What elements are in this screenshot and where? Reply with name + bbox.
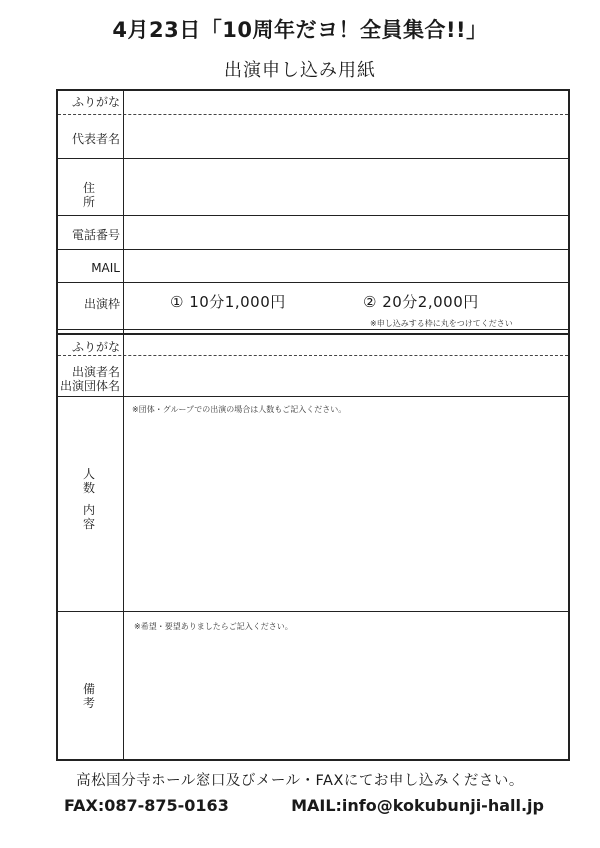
furigana-divider [58, 114, 568, 115]
row-divider [58, 215, 568, 216]
page-subtitle: 出演申し込み用紙 [224, 60, 376, 81]
furigana2-label: ふりがな [71, 340, 120, 354]
page-title: 4月23日「10周年だヨ！全員集合!!」 [112, 18, 488, 42]
representative-label: 代表者名 [71, 132, 120, 146]
content-label: 内 容 [82, 503, 136, 531]
email-address: MAIL:info@kokubunji-hall.jp [291, 796, 544, 815]
performer-group-label: 出演団体名 [59, 379, 120, 393]
address-label: 住 所 [82, 181, 136, 209]
count-note: ※団体・グループでの出演の場合は人数もご記入ください。 [132, 405, 347, 414]
remarks-note: ※希望・要望ありましたらご記入ください。 [134, 622, 293, 631]
row-divider [58, 249, 568, 250]
furigana-label: ふりがな [71, 95, 120, 109]
remarks-label: 備 考 [82, 682, 136, 710]
footer-instructions: 高松国分寺ホール窓口及びメール・FAXにてお申し込みください。 [76, 773, 524, 789]
furigana2-divider [58, 355, 568, 356]
phone-label: 電話番号 [71, 228, 120, 242]
fax-number: FAX:087-875-0163 [64, 796, 229, 815]
section-divider-bottom [58, 333, 568, 335]
row-divider [58, 158, 568, 159]
slot-note: ※申し込みする枠に丸をつけてください [370, 319, 513, 328]
row-divider [58, 396, 568, 397]
count-label: 人 数 [82, 467, 136, 495]
slot-label: 出演枠 [83, 297, 120, 311]
slot-option-10min[interactable]: ① 10分1,000円 [170, 293, 286, 311]
application-form [56, 89, 570, 761]
performer-name-label: 出演者名 [71, 365, 120, 379]
section-divider-top [58, 329, 568, 330]
mail-label: MAIL [91, 261, 120, 275]
slot-option-20min[interactable]: ② 20分2,000円 [363, 293, 479, 311]
row-divider [58, 611, 568, 612]
row-divider [58, 282, 568, 283]
